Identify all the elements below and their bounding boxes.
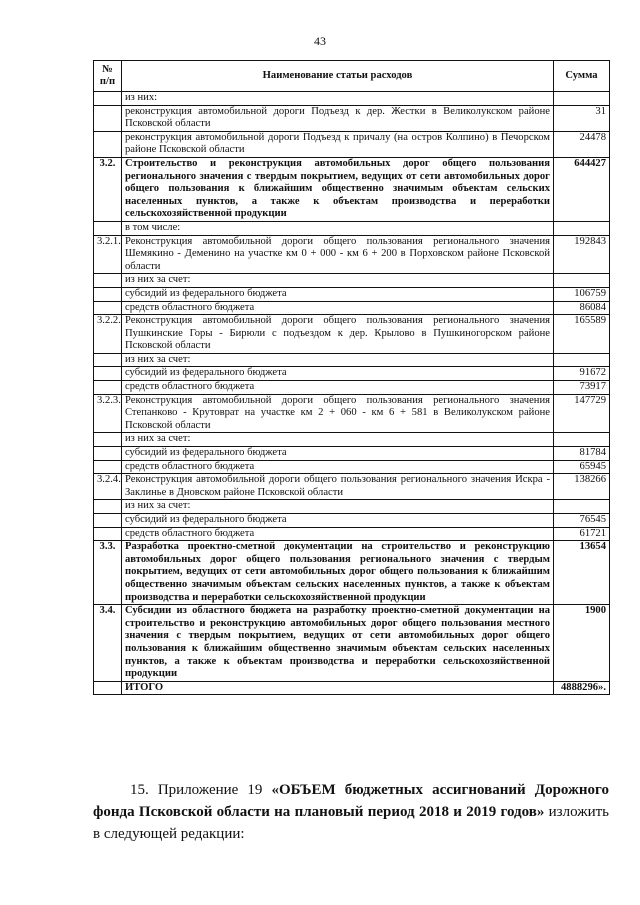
- header-sum: Сумма: [554, 61, 610, 92]
- row-expense-name: Реконструкция автомобильной дороги общего пользования регионального значения Пушкинские Горы - Бирюли с подъездом к дер. Крылово в Пушкиногорском районе Псковской области: [122, 315, 554, 354]
- table-row: [94, 514, 610, 528]
- row-expense-name: из них:: [122, 92, 554, 106]
- row-expense-name: реконструкция автомобильной дороги Подъезд к причалу (на остров Колпино) в Печорском районе Псковской области: [122, 131, 554, 157]
- row-number: [94, 527, 122, 541]
- row-number: [94, 105, 122, 131]
- row-sum: [554, 353, 610, 367]
- table-row: [94, 433, 610, 447]
- row-number: 3.2.: [94, 157, 122, 221]
- row-expense-name: субсидий из федерального бюджета: [122, 514, 554, 528]
- row-expense-name: из них за счет:: [122, 500, 554, 514]
- row-number: 3.4.: [94, 605, 122, 682]
- table-row: [94, 541, 610, 605]
- row-number: 3.2.2.: [94, 315, 122, 354]
- table-body: [94, 92, 610, 695]
- row-sum: [554, 92, 610, 106]
- table-row: [94, 315, 610, 354]
- table-row: [94, 527, 610, 541]
- row-number: [94, 221, 122, 235]
- row-sum: 86084: [554, 301, 610, 315]
- row-number: [94, 500, 122, 514]
- table-row: [94, 500, 610, 514]
- row-expense-name: средств областного бюджета: [122, 301, 554, 315]
- row-number: 3.2.4.: [94, 474, 122, 500]
- table-row: [94, 367, 610, 381]
- row-number: [94, 274, 122, 288]
- row-sum: 147729: [554, 394, 610, 433]
- row-expense-name: Разработка проектно-сметной документации на строительство и реконструкцию автомобильных дорог общего пользования регионального значения с твердым покрытием, ведущих от сети автомобильных дорог общего пользования к ближайшим общественно значимым объектам сельских населенных пунктов, а также к объектам производства и переработки сельскохозяйственной продукции: [122, 541, 554, 605]
- row-expense-name: средств областного бюджета: [122, 381, 554, 395]
- row-sum: [554, 221, 610, 235]
- table-row: [94, 394, 610, 433]
- table-header-row: [94, 61, 610, 92]
- table-row: [94, 605, 610, 682]
- row-sum: [554, 500, 610, 514]
- row-number: [94, 301, 122, 315]
- header-expense-name: Наименование статьи расходов: [122, 61, 554, 92]
- row-number: 3.2.3.: [94, 394, 122, 433]
- table-row: [94, 92, 610, 106]
- table-row: [94, 447, 610, 461]
- row-expense-name: Реконструкция автомобильной дороги общего пользования регионального значения Шемякино - Деменино на участке км 0 + 000 - км 6 + 200 в Порховском районе Псковской области: [122, 235, 554, 274]
- row-number: 3.2.1.: [94, 235, 122, 274]
- row-expense-name: средств областного бюджета: [122, 460, 554, 474]
- row-expense-name: субсидий из федерального бюджета: [122, 287, 554, 301]
- row-expense-name: ИТОГО: [122, 681, 554, 695]
- row-number: [94, 367, 122, 381]
- row-sum: 31: [554, 105, 610, 131]
- row-number: [94, 433, 122, 447]
- table-row: [94, 381, 610, 395]
- row-sum: 65945: [554, 460, 610, 474]
- row-expense-name: средств областного бюджета: [122, 527, 554, 541]
- row-expense-name: Реконструкция автомобильной дороги общего пользования регионального значения Степанково - Крутоврат на участке км 2 + 060 - км 6 + 581 в Великолукском районе Псковской области: [122, 394, 554, 433]
- amendment-appendix-title: «ОБЪЕМ бюджетных ассигнований Дорожного фонда Псковской области на плановый период 2018 и 2019 годов»: [93, 782, 609, 820]
- header-number: № п/п: [94, 61, 122, 92]
- amendment-suffix: изложить в следующей редакции:: [93, 804, 610, 842]
- row-sum: 91672: [554, 367, 610, 381]
- page-number: 43: [314, 34, 326, 48]
- row-sum: 73917: [554, 381, 610, 395]
- row-sum: [554, 433, 610, 447]
- row-sum: 76545: [554, 514, 610, 528]
- row-sum: 1900: [554, 605, 610, 682]
- table-row: [94, 131, 610, 157]
- row-number: [94, 460, 122, 474]
- row-expense-name: в том числе:: [122, 221, 554, 235]
- table-row: [94, 460, 610, 474]
- row-sum: 192843: [554, 235, 610, 274]
- row-sum: 61721: [554, 527, 610, 541]
- row-expense-name: Реконструкция автомобильной дороги общего пользования регионального значения Искра - Заклинье в Дновском районе Псковской области: [122, 474, 554, 500]
- row-sum: 4888296».: [554, 681, 610, 695]
- row-sum: 165589: [554, 315, 610, 354]
- row-expense-name: из них за счет:: [122, 433, 554, 447]
- table-row: [94, 221, 610, 235]
- row-number: [94, 381, 122, 395]
- row-number: [94, 447, 122, 461]
- row-expense-name: Субсидии из областного бюджета на разработку проектно-сметной документации на строительство и реконструкцию автомобильных дорог общего пользования местного значения с твердым покрытием, ведущих от сети автомобильных дорог общего пользования к ближайшим общественно значимым объектам сельских населенных пунктов, а также к объектам производства и переработки сельскохозяйственной продукции: [122, 605, 554, 682]
- row-expense-name: Строительство и реконструкция автомобильных дорог общего пользования регионального значения с твердым покрытием, ведущих от сети автомобильных дорог общего пользования к ближайшим общественно значимым объектам сельских населенных пунктов, а также к объектам производства и переработки сельскохозяйственной продукции: [122, 157, 554, 221]
- table-row: [94, 287, 610, 301]
- table-row: [94, 235, 610, 274]
- table-row: [94, 474, 610, 500]
- row-number: [94, 353, 122, 367]
- row-number: [94, 131, 122, 157]
- table-row: [94, 681, 610, 695]
- row-expense-name: из них за счет:: [122, 274, 554, 288]
- row-number: [94, 681, 122, 695]
- table-row: [94, 274, 610, 288]
- row-sum: 13654: [554, 541, 610, 605]
- table-row: [94, 157, 610, 221]
- row-number: [94, 514, 122, 528]
- row-sum: 24478: [554, 131, 610, 157]
- row-expense-name: реконструкция автомобильной дороги Подъезд к дер. Жестки в Великолукском районе Псковской области: [122, 105, 554, 131]
- row-sum: 644427: [554, 157, 610, 221]
- row-number: 3.3.: [94, 541, 122, 605]
- table-row: [94, 105, 610, 131]
- amendment-paragraph: [93, 779, 609, 845]
- row-number: [94, 92, 122, 106]
- row-number: [94, 287, 122, 301]
- row-expense-name: субсидий из федерального бюджета: [122, 367, 554, 381]
- row-sum: 81784: [554, 447, 610, 461]
- row-sum: 106759: [554, 287, 610, 301]
- budget-table: [93, 60, 610, 695]
- table-row: [94, 301, 610, 315]
- row-sum: 138266: [554, 474, 610, 500]
- row-expense-name: из них за счет:: [122, 353, 554, 367]
- row-expense-name: субсидий из федерального бюджета: [122, 447, 554, 461]
- table-row: [94, 353, 610, 367]
- amendment-prefix: 15. Приложение 19: [130, 782, 272, 798]
- row-sum: [554, 274, 610, 288]
